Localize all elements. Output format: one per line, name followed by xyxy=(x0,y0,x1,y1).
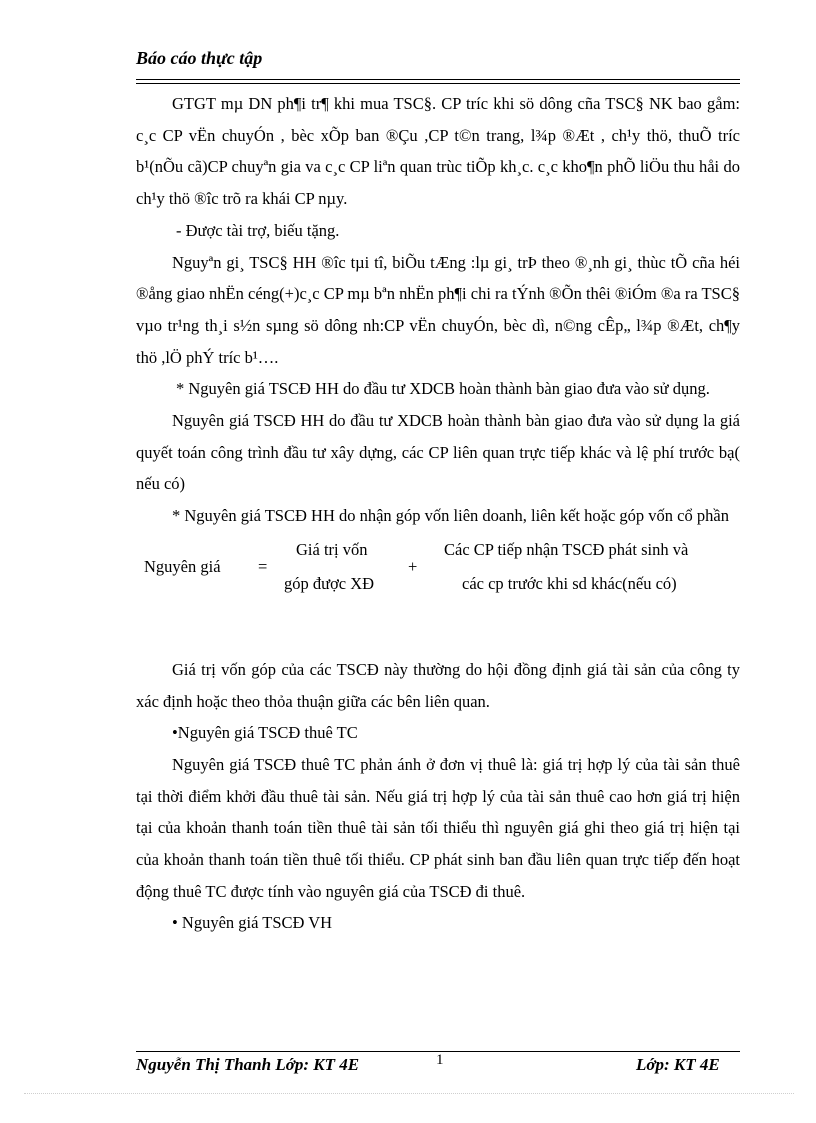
header-rule xyxy=(136,79,740,80)
paragraph-xdcb-detail: Nguyên giá TSCĐ HH do đầu tư XDCB hoàn thành bàn giao đưa vào sử dụng la giá quyết toán công trình đầu tư xây dựng, các CP liên quan trực tiếp khác và lệ phí trước bạ( nếu có) xyxy=(136,411,740,494)
paragraph-lease-detail: Nguyên giá TSCĐ thuê TC phản ánh ở đơn vị thuê là: giá trị hợp lý của tài sản thuê tại thời điểm khởi đầu thuê tài sản. Nếu giá trị hợp lý của tài sản thuê cao hơn giá trị hiện tại của khoản thanh toán tiền thuê tài sản tối thiểu thì nguyên giá ghi theo giá trị hiện tại của khoản thanh toán tiền thuê tối thiểu. CP phát sinh ban đầu liên quan trực tiếp đến hoạt động thuê TC được tính vào nguyên giá của TSCĐ đi thuê. xyxy=(136,754,740,901)
formula-plus: + xyxy=(408,556,418,576)
page-number: 1 xyxy=(436,1052,444,1068)
page-edge xyxy=(24,1093,794,1094)
paragraph-capital-detail: Giá trị vốn góp của các TSCĐ này thường do hội đồng định giá tài sản của công ty xác định hoặc theo thỏa thuận giữa các bên liên quan. xyxy=(136,659,740,711)
footer-class: Lớp: KT 4E xyxy=(636,1055,720,1074)
cost-formula xyxy=(136,536,740,600)
header-rule-double xyxy=(136,83,740,84)
paragraph-capital-heading: * Nguyên giá TSCĐ HH do nhận góp vốn liên doanh, liên kết hoặc góp vốn cổ phần xyxy=(172,506,729,526)
document-header-title: Báo cáo thực tập xyxy=(136,48,263,68)
footer-author: Nguyễn Thị Thanh Lớp: KT 4E xyxy=(136,1055,360,1074)
formula-lhs: Nguyên giá xyxy=(144,556,221,576)
paragraph-intangible-heading: • Nguyên giá TSCĐ VH xyxy=(172,913,333,933)
formula-term1-bottom: góp được XĐ xyxy=(284,573,375,593)
document-body xyxy=(136,88,740,939)
paragraph-lease-heading: •Nguyên giá TSCĐ thuê TC xyxy=(172,723,358,743)
formula-equals: = xyxy=(258,556,268,576)
paragraph-donated-detail: Nguyªn gi¸ TSC§ HH ®îc tµi tî, biÕu tÆng :lµ gi¸ trÞ theo ®¸nh gi¸ thùc tÕ cña héi ®ång giao nhËn céng(+)c¸c CP mµ bªn nhËn ph¶i chi ra tÝnh ®Õn thêi ®iÓm ®a ra TSC§ vµo tr¹ng th¸i s½n sµng sö dông nh:CP vËn chuyÓn, bèc dì, n©ng cÊp„ l¾p ®Æt, ch¶y thö ,lÖ phÝ tríc b¹…. xyxy=(136,252,740,367)
paragraph-donated-heading: - Được tài trợ, biếu tặng. xyxy=(176,220,340,240)
formula-spacer xyxy=(136,600,740,654)
formula-term2-bottom: các cp trước khi sd khác(nếu có) xyxy=(462,573,677,593)
paragraph-cp-import: GTGT mµ DN ph¶i tr¶ khi mua TSC§. CP tríc khi sö dông cña TSC§ NK bao gåm: c¸c CP vËn chuyÓn , bèc xÕp ban ®Çu ,CP t©n trang, l¾p ®Æt , ch¹y thö, thuÕ tríc b¹(nÕu cã)CP chuyªn gia va c¸c CP liªn quan trùc tiÕp kh¸c. c¸c kho¶n phÕ liÖu thu håi do ch¹y thö ®îc trõ ra khái CP nµy. xyxy=(136,94,740,209)
formula-term1-top: Giá trị vốn xyxy=(296,539,368,559)
formula-term2-top: Các CP tiếp nhận TSCĐ phát sinh và xyxy=(444,539,689,559)
paragraph-xdcb-heading: * Nguyên giá TSCĐ HH do đầu tư XDCB hoàn thành bàn giao đưa vào sử dụng. xyxy=(176,379,710,399)
